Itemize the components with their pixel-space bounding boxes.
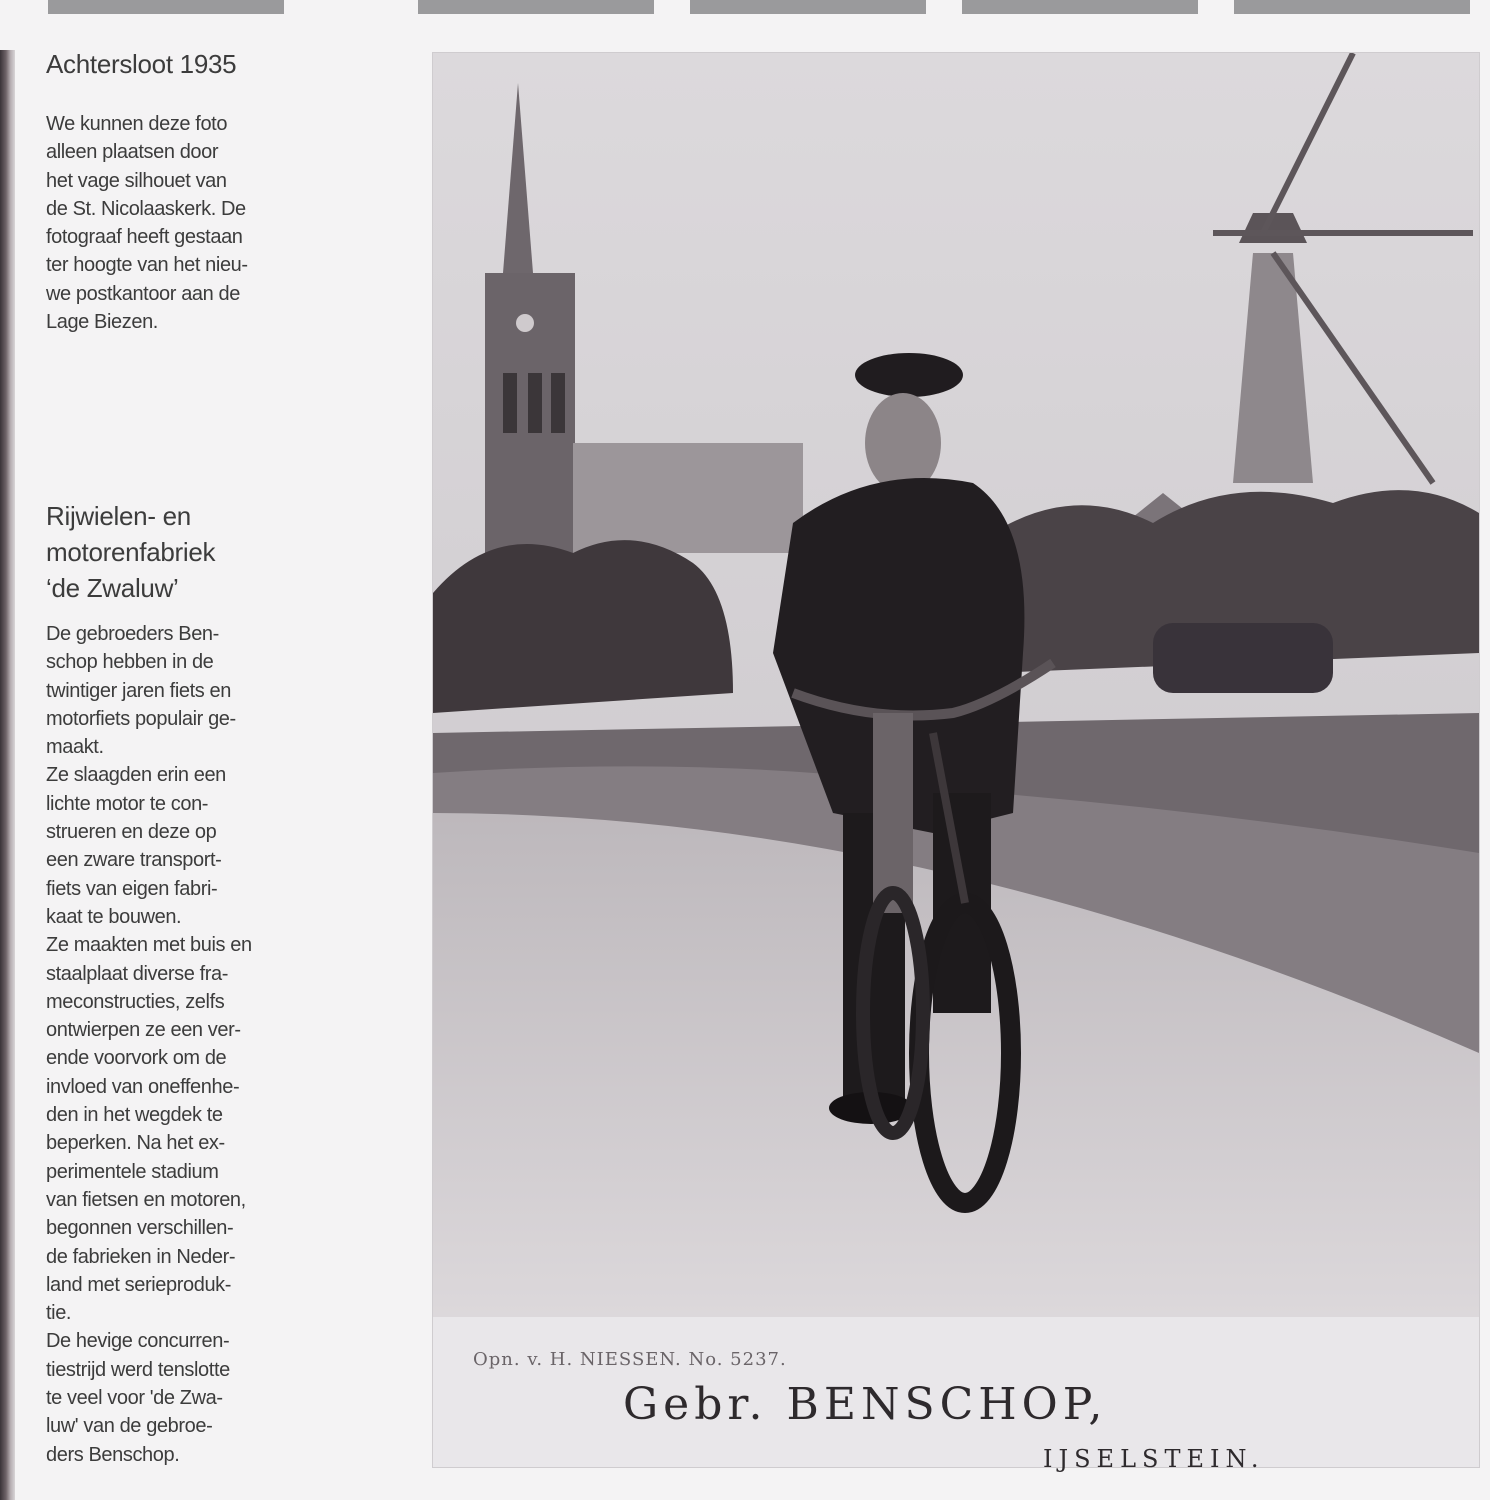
section2-body: De gebroeders Ben- schop hebben in de twintiger jaren fiets en motorfiets populair ge- maakt. Ze slaagden erin een lichte motor te con- strueren en deze op een zware transport- fiets van eigen fabri- kaat te bouwen. Ze maakten met buis en staalplaat diverse fra- meconstructies, zelfs ontwierpen ze een ver- ende voorvork om de invloed van oneffenhe- den in het wegdek te beperken. Na het ex- perimentele stadium van fietsen en motoren, begonnen verschillen- de fabrieken in Neder- land met serieproduk- tie. De hevige concurren- tiestrijd werd tenslotte te veel voor 'de Zwa- luw' van de gebroe- ders Benschop. <box>46 623 252 1466</box>
photo-brand: Gebr. BENSCHOP, <box>623 1379 1108 1430</box>
photo-image <box>433 53 1479 1317</box>
top-bar-4 <box>962 0 1198 14</box>
historic-photo-card <box>432 52 1480 1473</box>
top-bar-2 <box>418 0 654 14</box>
page-edge-photo-strip <box>0 50 15 1500</box>
section2-heading: Rijwielen- en motorenfabriek ‘de Zwaluw’ <box>46 501 216 603</box>
top-bar-3 <box>690 0 926 14</box>
top-bar-5 <box>1234 0 1470 14</box>
top-bar-1 <box>48 0 284 14</box>
photo-illustration <box>433 53 1479 1317</box>
section1-body: We kunnen deze foto alleen plaatsen door het vage silhouet van de St. Nicolaaskerk. De fotograaf heeft gestaan ter hoogte van het nieu- we postkantoor aan de Lage Biezen. <box>46 113 248 334</box>
photo-credit: Opn. v. H. NIESSEN. No. 5237. <box>473 1349 787 1370</box>
photo-city: IJSELSTEIN. <box>1043 1445 1265 1473</box>
section1-text <box>46 110 296 336</box>
section2-text <box>46 620 296 1469</box>
section1-heading: Achtersloot 1935 <box>46 49 237 79</box>
